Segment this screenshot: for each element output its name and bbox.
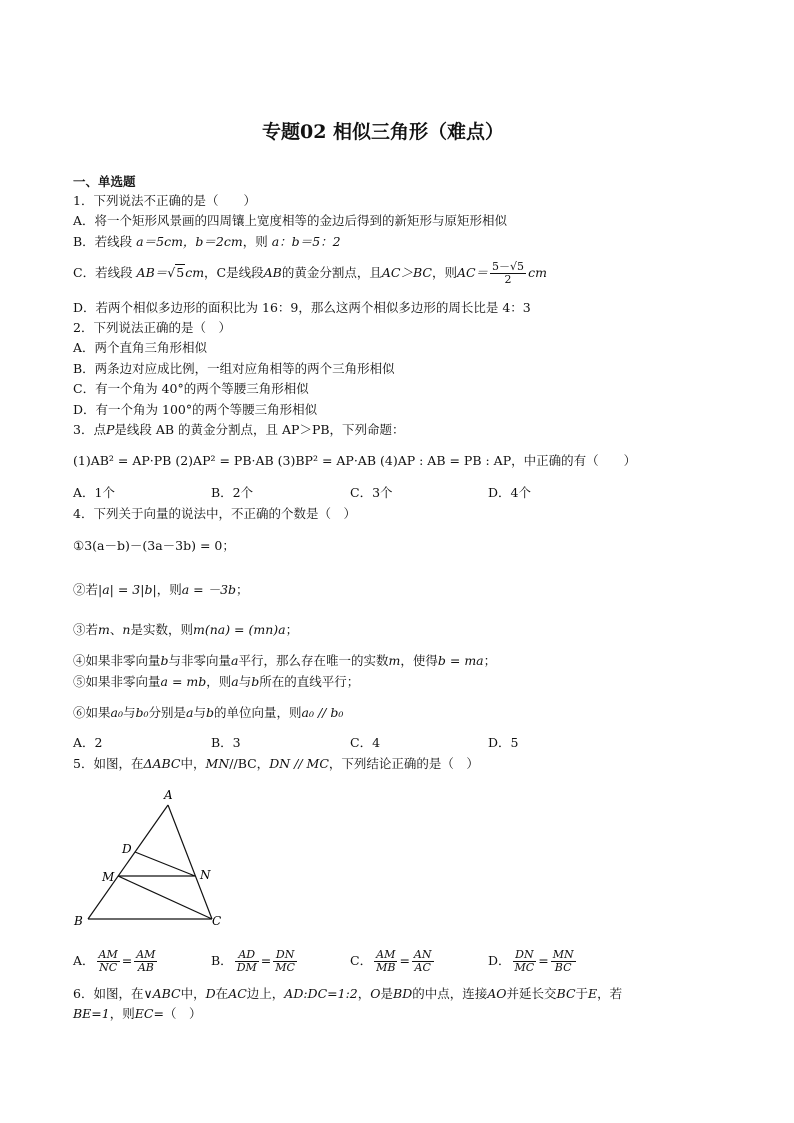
q5-stem: [73, 756, 479, 772]
q5-d-r-num: MN: [552, 948, 574, 961]
q6-line-2: [73, 1006, 201, 1022]
q5-d-left-frac: [513, 949, 537, 974]
q4-option-d: D．5: [488, 735, 519, 750]
q5-d-l-num: DN: [513, 949, 537, 962]
q5-stem-parallel: //BC: [229, 756, 257, 771]
q1-c-sqrt: 5: [176, 265, 185, 280]
q4-i6-mid3: 与: [193, 705, 206, 720]
q3-option-d: D．4个: [488, 485, 531, 500]
q5-stem-tail: ，下列结论正确的是（ ）: [328, 756, 479, 771]
q5-d-right-frac: [551, 949, 576, 974]
q6-ao: AO: [487, 986, 507, 1001]
q5-a-eq: =: [121, 953, 133, 968]
q5-c-eq: =: [399, 953, 410, 968]
q6-line2-mid: ，则: [109, 1006, 135, 1021]
q1-c-mid3: ，则: [431, 265, 457, 280]
q2-option-a: A．两个直角三角形相似: [73, 340, 208, 355]
q4-item-4: [73, 653, 496, 669]
q5-stem-triangle: ΔABC: [143, 756, 181, 771]
q6-ac: AC: [228, 986, 247, 1001]
q5-d-l-den: MC: [514, 961, 535, 974]
q4-i5-b: b: [251, 674, 260, 689]
q5-a-left-frac: [97, 949, 120, 974]
q5-b-l-num: AD: [235, 949, 259, 962]
q6-mid7: 并延长交: [506, 986, 557, 1001]
q4-i6-mid4: 的单位向量，则: [214, 705, 302, 720]
q4-i2-math2: a = －3b: [181, 582, 237, 597]
q4-i6-b0: b₀: [135, 705, 149, 720]
q1-c-ab2: AB: [263, 265, 282, 280]
section-heading: 一、单选题: [73, 174, 136, 189]
q5-stem-sep: ，: [256, 756, 270, 771]
q5-c-r-den: AC: [414, 961, 431, 974]
q4-item-2: [73, 582, 249, 598]
q1-b-mid: ，则: [242, 234, 272, 249]
q6-mid8: 于: [575, 986, 589, 1001]
q6-mid5: 是: [380, 986, 394, 1001]
q4-item-3: [73, 622, 298, 638]
q4-i2-mid: ，则: [156, 582, 182, 597]
q4-i3-n: n: [122, 622, 131, 637]
q4-i5-mid: ，则: [206, 674, 232, 689]
q6-ec: EC=: [134, 1006, 164, 1021]
q4-i5-prefix: ⑤如果非零向量: [73, 674, 161, 689]
vertex-label-m: M: [102, 870, 115, 884]
q4-i5-mid2: 与: [238, 674, 252, 689]
q2-stem: 2．下列说法正确的是（ ）: [73, 320, 231, 335]
q1-b-ratio: a：b＝5：2: [271, 234, 341, 249]
q5-a-l-den: NC: [99, 961, 118, 974]
q5-option-c: [350, 944, 436, 978]
line-dn: [135, 852, 195, 876]
q4-i4-m: m: [388, 653, 401, 668]
q1-c-unit: cm: [528, 265, 547, 280]
q5-b-right-frac: [273, 949, 297, 974]
q6-line-1: [73, 986, 622, 1002]
q6-ratio: AD:DC=1:2: [284, 986, 358, 1001]
q3-props: (1)AB² = AP·PB (2)AP² = PB·AB (3)BP² = AP·AB (4)AP : AB = PB : AP: [73, 453, 512, 468]
q1-c-cond: AC＞BC: [381, 265, 432, 280]
vertex-label-n: N: [200, 868, 211, 882]
q6-mid6: 的中点，连接: [412, 986, 488, 1001]
q4-i4-b: b: [160, 653, 169, 668]
q6-line2-tail: （ ）: [163, 1006, 202, 1021]
q4-i3-mid: 是实数，则: [130, 622, 193, 637]
q5-d-label: D．: [488, 953, 511, 968]
q5-b-l-den: DM: [236, 961, 257, 974]
vertex-label-d: D: [122, 842, 132, 856]
q4-i3-m: m: [98, 622, 110, 637]
q6-prefix: 6．如图，在: [73, 986, 144, 1001]
q4-i3-prefix: ③若: [73, 622, 99, 637]
page-title: 专题02 相似三角形（难点）: [262, 121, 505, 143]
q6-d: D: [205, 986, 216, 1001]
q4-i3-math: m(na) = (mn)a: [192, 622, 286, 637]
q5-option-b: [211, 944, 299, 978]
q1-b-prefix: B．若线段: [73, 234, 137, 249]
q3-propositions: [73, 453, 636, 469]
q5-c-left-frac: [374, 949, 397, 974]
q4-option-a: A．2: [73, 735, 103, 750]
vertex-label-a: A: [164, 788, 173, 802]
q5-c-l-den: MB: [376, 961, 396, 974]
q3-option-a: A．1个: [73, 485, 115, 500]
q5-b-eq: =: [260, 953, 272, 968]
line-ab: [88, 805, 168, 919]
q4-i4-mid3: ，使得: [400, 653, 438, 668]
q5-b-label: B．: [211, 953, 233, 968]
q4-option-b: B．3: [211, 735, 241, 750]
q1-stem: 1．下列说法不正确的是（ ）: [73, 193, 256, 208]
q3-stem-prefix: 3．点: [73, 422, 106, 437]
q4-i6-prefix: ⑥如果: [73, 705, 111, 720]
q5-b-r-num: DN: [273, 949, 297, 962]
q1-option-a: A．将一个矩形风景画的四周镶上宽度相等的金边后得到的新矩形与原矩形相似: [73, 213, 508, 228]
q5-a-l-num: AM: [98, 948, 118, 961]
q1-b-math: a＝5cm，b＝2cm: [136, 234, 243, 249]
q4-i6-mid2: 分别是: [148, 705, 187, 720]
q4-i3-sep: 、: [109, 622, 123, 637]
q6-be: BE=1: [73, 1006, 110, 1021]
q1-c-fraction: [490, 261, 526, 286]
q4-i6-math: a₀ // b₀: [301, 705, 344, 720]
q1-c-prefix: C．若线段: [73, 265, 137, 280]
q3-props-tail: ，中正确的有（ ）: [511, 453, 637, 468]
q1-c-frac-den: 2: [504, 273, 512, 286]
q4-i4-mid2: 平行，那么存在唯一的实数: [238, 653, 389, 668]
q4-i5-math: a = mb: [160, 674, 207, 689]
q1-option-c: C．若线段 AB＝√5cm，C是线段AB的黄金分割点，且AC＞BC，则AC＝ $\frac{5-√5}{2}$ cm: [73, 260, 547, 286]
q4-i3-tail: ；: [285, 622, 299, 637]
q4-i5-a: a: [231, 674, 239, 689]
q4-i4-math: b = ma: [437, 653, 484, 668]
q5-c-l-num: AM: [374, 949, 397, 962]
q3-stem-p: P: [105, 422, 115, 437]
q5-triangle-figure: [60, 785, 240, 935]
q6-bc: BC: [556, 986, 576, 1001]
q4-i4-a: a: [231, 653, 239, 668]
q6-mid: 中，: [180, 986, 206, 1001]
q5-a-r-den: AB: [137, 961, 154, 974]
q4-i5-tail: 所在的直线平行；: [259, 674, 360, 689]
vertex-label-c: C: [212, 914, 222, 928]
q5-a-label: A．: [73, 953, 95, 968]
q1-c-ac: AC＝: [456, 265, 489, 280]
q6-mid2: 在: [215, 986, 229, 1001]
q4-i2-tail: ；: [236, 582, 249, 597]
q5-a-right-frac: [134, 949, 157, 974]
q6-tail: ，若: [597, 986, 623, 1001]
q5-c-right-frac: [412, 949, 434, 974]
q5-d-r-den: BC: [554, 961, 572, 974]
q1-c-mid: ，C是线段: [204, 265, 264, 280]
q3-option-c: C．3个: [350, 485, 393, 500]
q5-b-r-den: MC: [275, 961, 295, 974]
q5-stem-mid: 中，: [180, 756, 206, 771]
q4-i2-math: |a| = 3|b|: [98, 582, 157, 597]
q5-c-label: C．: [350, 953, 373, 968]
q4-item-6: [73, 705, 343, 721]
q6-o: O: [370, 986, 381, 1001]
q2-option-b: B．两条边对应成比例，一组对应角相等的两个三角形相似: [73, 361, 395, 376]
q4-i4-tail: ；: [483, 653, 497, 668]
q5-b-left-frac: [235, 949, 259, 974]
q3-stem-mid: 是线段 AB 的黄金分割点，且 AP＞PB，下列命题：: [114, 422, 405, 437]
q4-item-1: ①3(a－b)－(3a－3b) = 0；: [73, 538, 235, 553]
q1-c-mid2: 的黄金分割点，且: [281, 265, 382, 280]
q4-i4-prefix: ④如果非零向量: [73, 653, 161, 668]
q4-i2-prefix: ②若: [73, 582, 99, 597]
q5-stem-prefix: 5．如图，在: [73, 756, 144, 771]
q5-stem-mn: MN: [205, 756, 230, 771]
q1-option-b: [73, 234, 341, 250]
q2-option-d: D．有一个角为 100°的两个等腰三角形相似: [73, 402, 318, 417]
q1-c-cm: cm: [185, 265, 205, 280]
q6-e: E: [588, 986, 598, 1001]
q3-option-b: B．2个: [211, 485, 254, 500]
q4-stem: 4．下列关于向量的说法中，不正确的个数是（ ）: [73, 506, 356, 521]
q1-c-ab: AB＝: [136, 265, 168, 280]
q4-i4-mid: 与非零向量: [168, 653, 232, 668]
q6-bd: BD: [393, 986, 413, 1001]
q3-stem: [73, 422, 405, 438]
vertex-label-b: B: [74, 914, 83, 928]
q6-triangle: ∨ABC: [143, 986, 181, 1001]
q4-i6-a0: a₀: [110, 705, 123, 720]
q5-a-r-num: AM: [136, 948, 156, 961]
q5-stem-dn: DN // MC: [269, 756, 329, 771]
q6-mid4: ，: [357, 986, 371, 1001]
q2-option-c: C．有一个角为 40°的两个等腰三角形相似: [73, 381, 309, 396]
q4-i6-a: a: [186, 705, 194, 720]
q5-option-a: [73, 944, 159, 978]
q1-option-d: D．若两个相似多边形的面积比为 16：9，那么这两个相似多边形的周长比是 4：3: [73, 300, 531, 315]
q1-c-frac-num: 5－√5: [492, 260, 525, 273]
q5-option-d: [488, 944, 578, 978]
q4-i6-b: b: [206, 705, 215, 720]
q4-option-c: C．4: [350, 735, 381, 750]
q4-item-5: [73, 674, 359, 690]
q6-mid3: 边上，: [246, 986, 285, 1001]
q5-c-r-num: AN: [413, 948, 432, 961]
q4-i6-mid: 与: [122, 705, 136, 720]
q5-d-eq: =: [538, 953, 549, 968]
